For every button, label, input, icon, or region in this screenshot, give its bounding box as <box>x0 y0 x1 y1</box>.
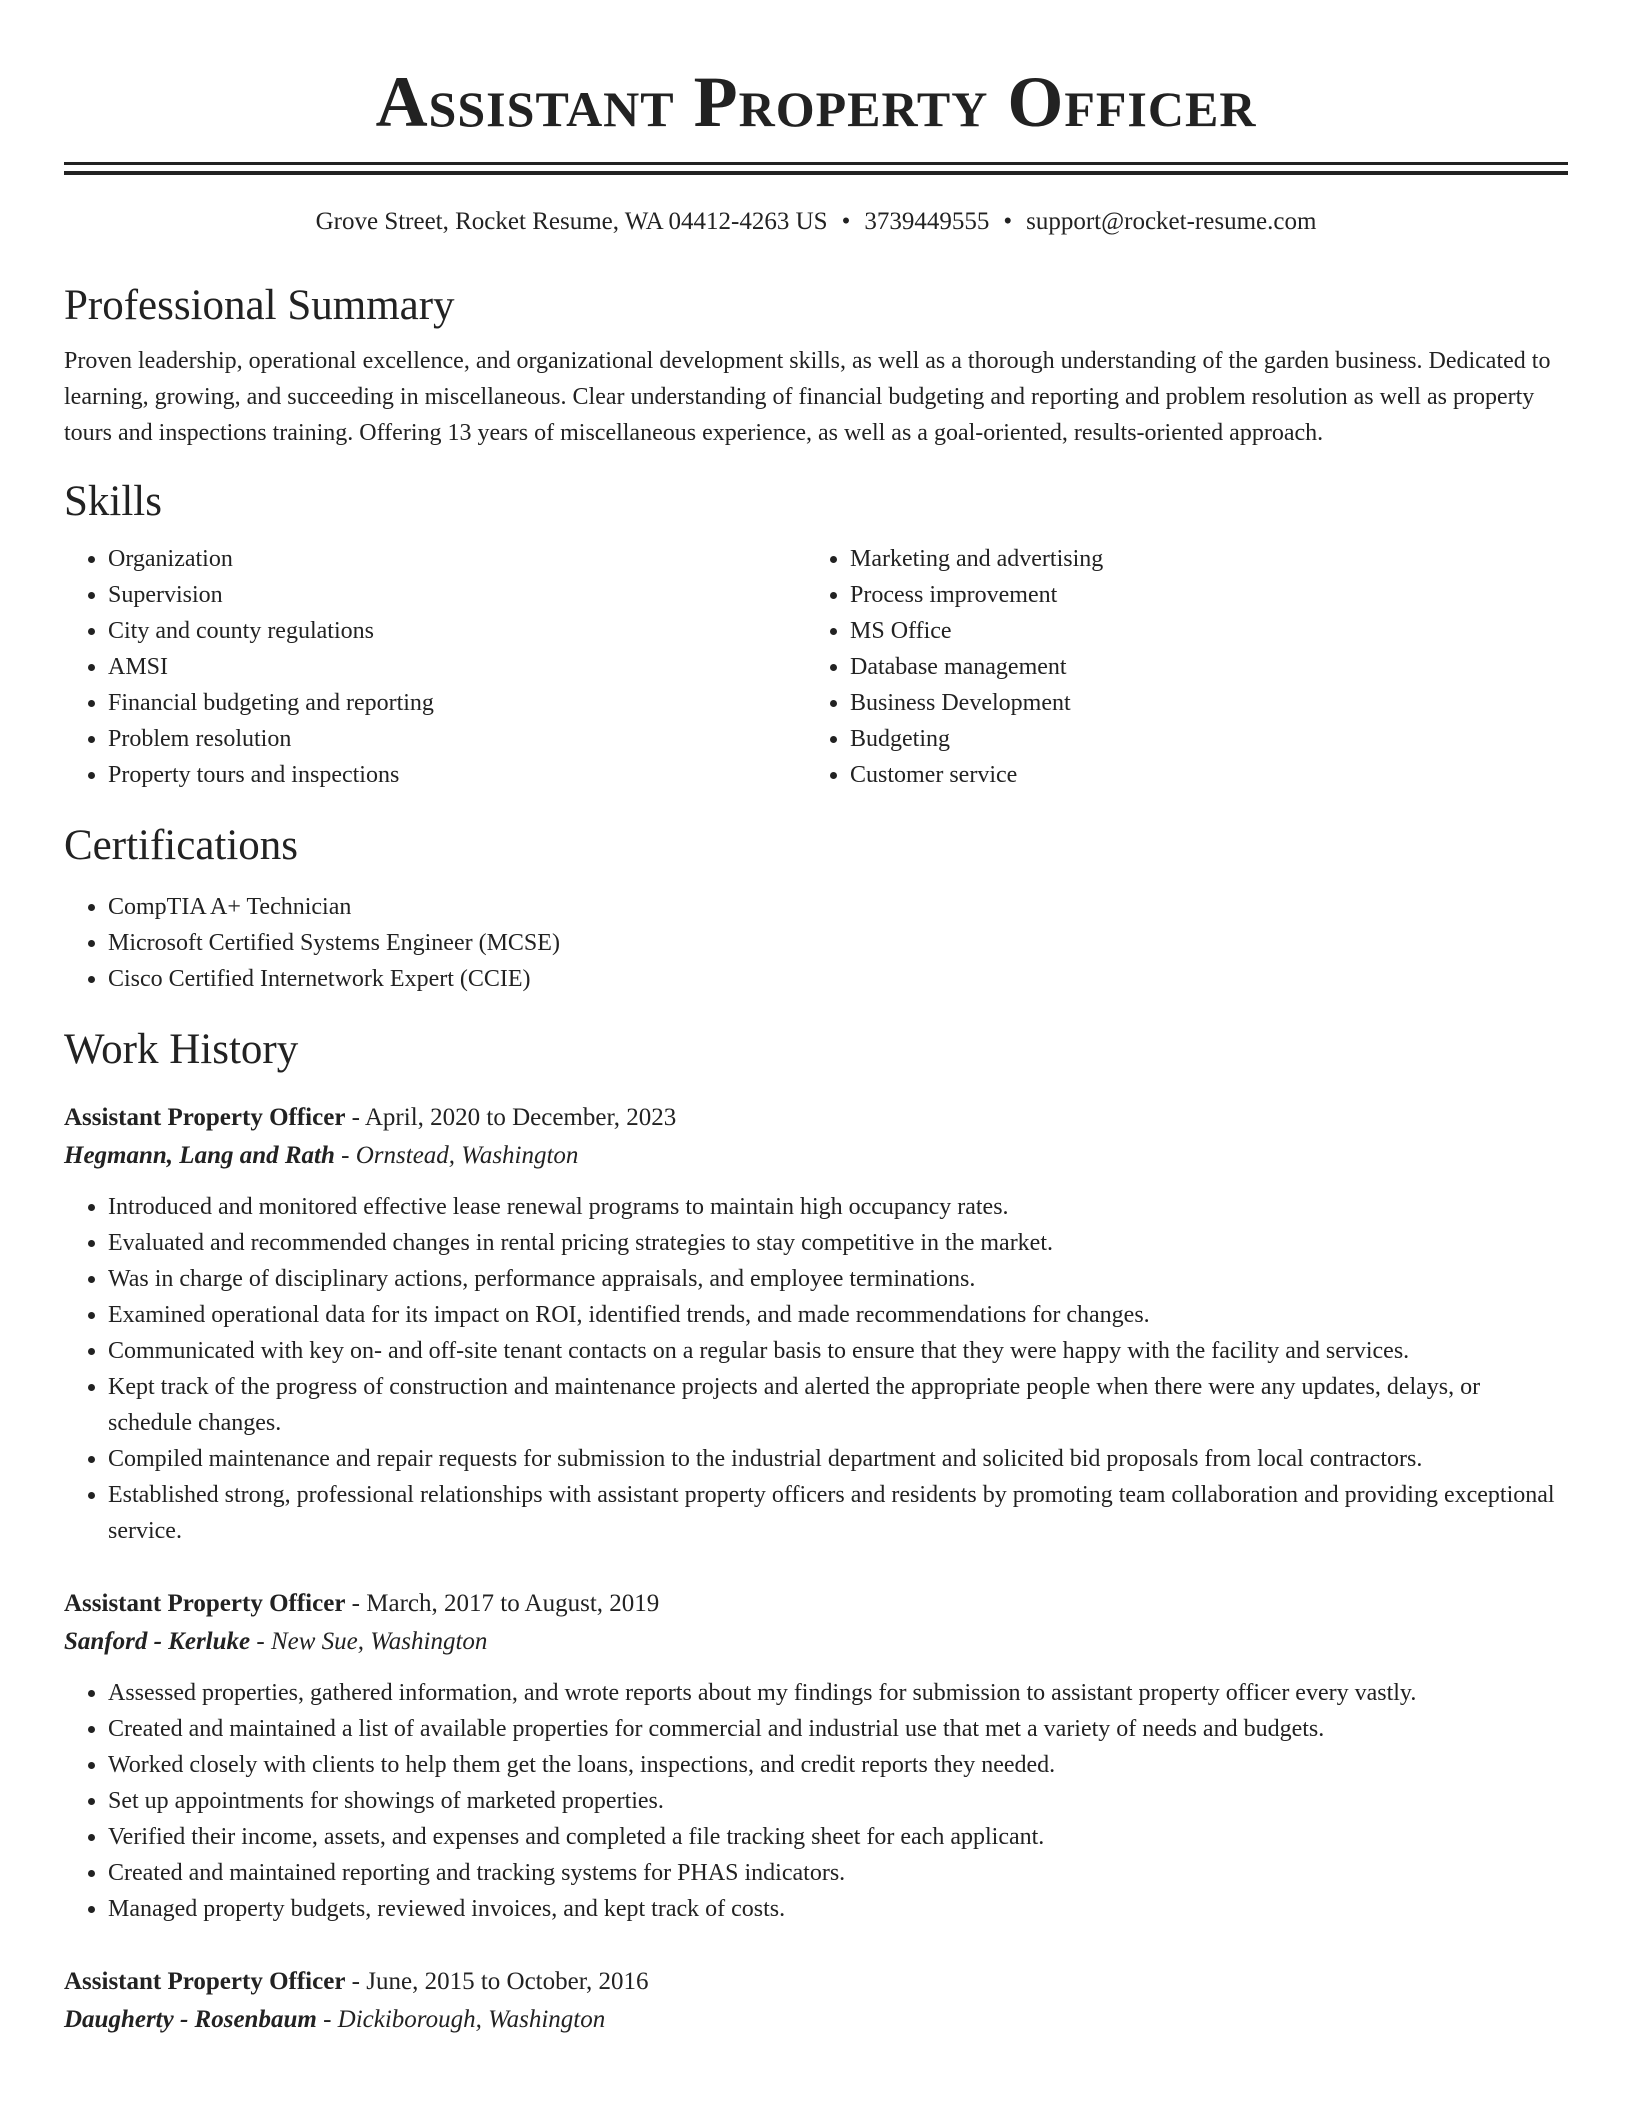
job-company: Daugherty - Rosenbaum <box>64 2006 317 2033</box>
job-duty: • Established strong, professional relationships with assistant property officers and residents by promoting team collaboration and providing exceptional service. <box>108 1477 1568 1549</box>
job-location: - Ornstead, Washington <box>334 1142 579 1169</box>
title-divider-bottom <box>64 171 1568 175</box>
job-duties-list <box>64 1675 1568 1927</box>
title-divider-top <box>64 162 1568 165</box>
skill-item: • Financial budgeting and reporting <box>108 685 806 721</box>
certification-item: • CompTIA A+ Technician <box>108 889 1568 925</box>
job-entry <box>64 1585 1568 1927</box>
summary-heading: Professional Summary <box>64 282 455 329</box>
job-title: Assistant Property Officer <box>64 1968 346 1995</box>
skill-item: • Process improvement <box>850 577 1548 613</box>
job-duty: • Created and maintained a list of available properties for commercial and industrial use that met a variety of needs and budgets. <box>108 1711 1568 1747</box>
skill-item: • Property tours and inspections <box>108 757 806 793</box>
skills-list-left <box>64 541 806 793</box>
certification-item: • Cisco Certified Internetwork Expert (CCIE) <box>108 961 1568 997</box>
job-duties-list <box>64 1189 1568 1549</box>
job-title-line <box>64 1585 1568 1623</box>
contact-line <box>64 205 1568 239</box>
skills-list-right <box>806 541 1548 793</box>
job-duty: • Examined operational data for its impact on ROI, identified trends, and made recommendations for changes. <box>108 1297 1568 1333</box>
job-company-line <box>64 2001 1568 2039</box>
job-duty: • Introduced and monitored effective lease renewal programs to maintain high occupancy rates. <box>108 1189 1568 1225</box>
job-duty: • Set up appointments for showings of marketed properties. <box>108 1783 1568 1819</box>
job-company-line <box>64 1623 1568 1661</box>
skill-item: • Budgeting <box>850 721 1548 757</box>
job-duty: • Communicated with key on- and off-site tenant contacts on a regular basis to ensure that they were happy with the facility and services. <box>108 1333 1568 1369</box>
skill-item: • Database management <box>850 649 1548 685</box>
job-title-line <box>64 1099 1568 1137</box>
job-duty: • Created and maintained reporting and tracking systems for PHAS indicators. <box>108 1855 1568 1891</box>
skill-item: • AMSI <box>108 649 806 685</box>
certifications-heading: Certifications <box>64 822 299 869</box>
summary-text: Proven leadership, operational excellence, and organizational development skills, as well as a thorough understanding of the garden business. Dedicated to learning, growing, and succeeding in miscellaneous. Clear understanding of financial budgeting and reporting and problem resolution as well as property tours and inspections training. Offering 13 years of miscellaneous experience, as well as a goal-oriented, results-oriented approach. <box>64 348 1551 446</box>
job-title: Assistant Property Officer <box>64 1104 346 1131</box>
skill-item: • Business Development <box>850 685 1548 721</box>
resume-title: Assistant Property Officer <box>375 62 1257 142</box>
certification-item: • Microsoft Certified Systems Engineer (MCSE) <box>108 925 1568 961</box>
contact-address: Grove Street, Rocket Resume, WA 04412-4263 US <box>315 208 828 235</box>
skill-item: • Organization <box>108 541 806 577</box>
skill-item: • Marketing and advertising <box>850 541 1548 577</box>
job-duty: • Evaluated and recommended changes in rental pricing strategies to stay competitive in the market. <box>108 1225 1568 1261</box>
job-duty: • Managed property budgets, reviewed invoices, and kept track of costs. <box>108 1891 1568 1927</box>
job-location: - Dickiborough, Washington <box>316 2006 606 2033</box>
job-company-line <box>64 1137 1568 1175</box>
job-title-line <box>64 1963 1568 2001</box>
job-duty: • Compiled maintenance and repair requests for submission to the industrial department and solicited bid proposals from local contractors. <box>108 1441 1568 1477</box>
certifications-list <box>64 889 1568 997</box>
job-location: - New Sue, Washington <box>250 1628 488 1655</box>
skill-item: • Supervision <box>108 577 806 613</box>
work-history-heading: Work History <box>64 1026 299 1073</box>
skill-item: • MS Office <box>850 613 1548 649</box>
skills-heading: Skills <box>64 478 162 525</box>
job-company: Sanford - Kerluke <box>64 1628 251 1655</box>
job-dates: - June, 2015 to October, 2016 <box>345 1968 649 1995</box>
skills-columns <box>64 541 1568 793</box>
skill-item: • City and county regulations <box>108 613 806 649</box>
job-entry <box>64 1099 1568 1549</box>
contact-phone: 3739449555 <box>864 208 990 235</box>
job-duty: • Kept track of the progress of construction and maintenance projects and alerted the appropriate people when there were any updates, delays, or schedule changes. <box>108 1369 1568 1441</box>
job-dates: - April, 2020 to December, 2023 <box>345 1104 677 1131</box>
job-duty: • Worked closely with clients to help them get the loans, inspections, and credit reports they needed. <box>108 1747 1568 1783</box>
job-duty: • Was in charge of disciplinary actions, performance appraisals, and employee terminations. <box>108 1261 1568 1297</box>
contact-email: support@rocket-resume.com <box>1026 208 1317 235</box>
job-dates: - March, 2017 to August, 2019 <box>345 1590 660 1617</box>
skill-item: • Customer service <box>850 757 1548 793</box>
job-company: Hegmann, Lang and Rath <box>64 1142 335 1169</box>
job-title: Assistant Property Officer <box>64 1590 346 1617</box>
job-duty: • Verified their income, assets, and expenses and completed a file tracking sheet for each applicant. <box>108 1819 1568 1855</box>
skill-item: • Problem resolution <box>108 721 806 757</box>
contact-separator: • <box>841 208 851 235</box>
job-entry <box>64 1963 1568 2039</box>
contact-separator: • <box>1003 208 1013 235</box>
job-duty: • Assessed properties, gathered information, and wrote reports about my findings for submission to assistant property officer every vastly. <box>108 1675 1568 1711</box>
